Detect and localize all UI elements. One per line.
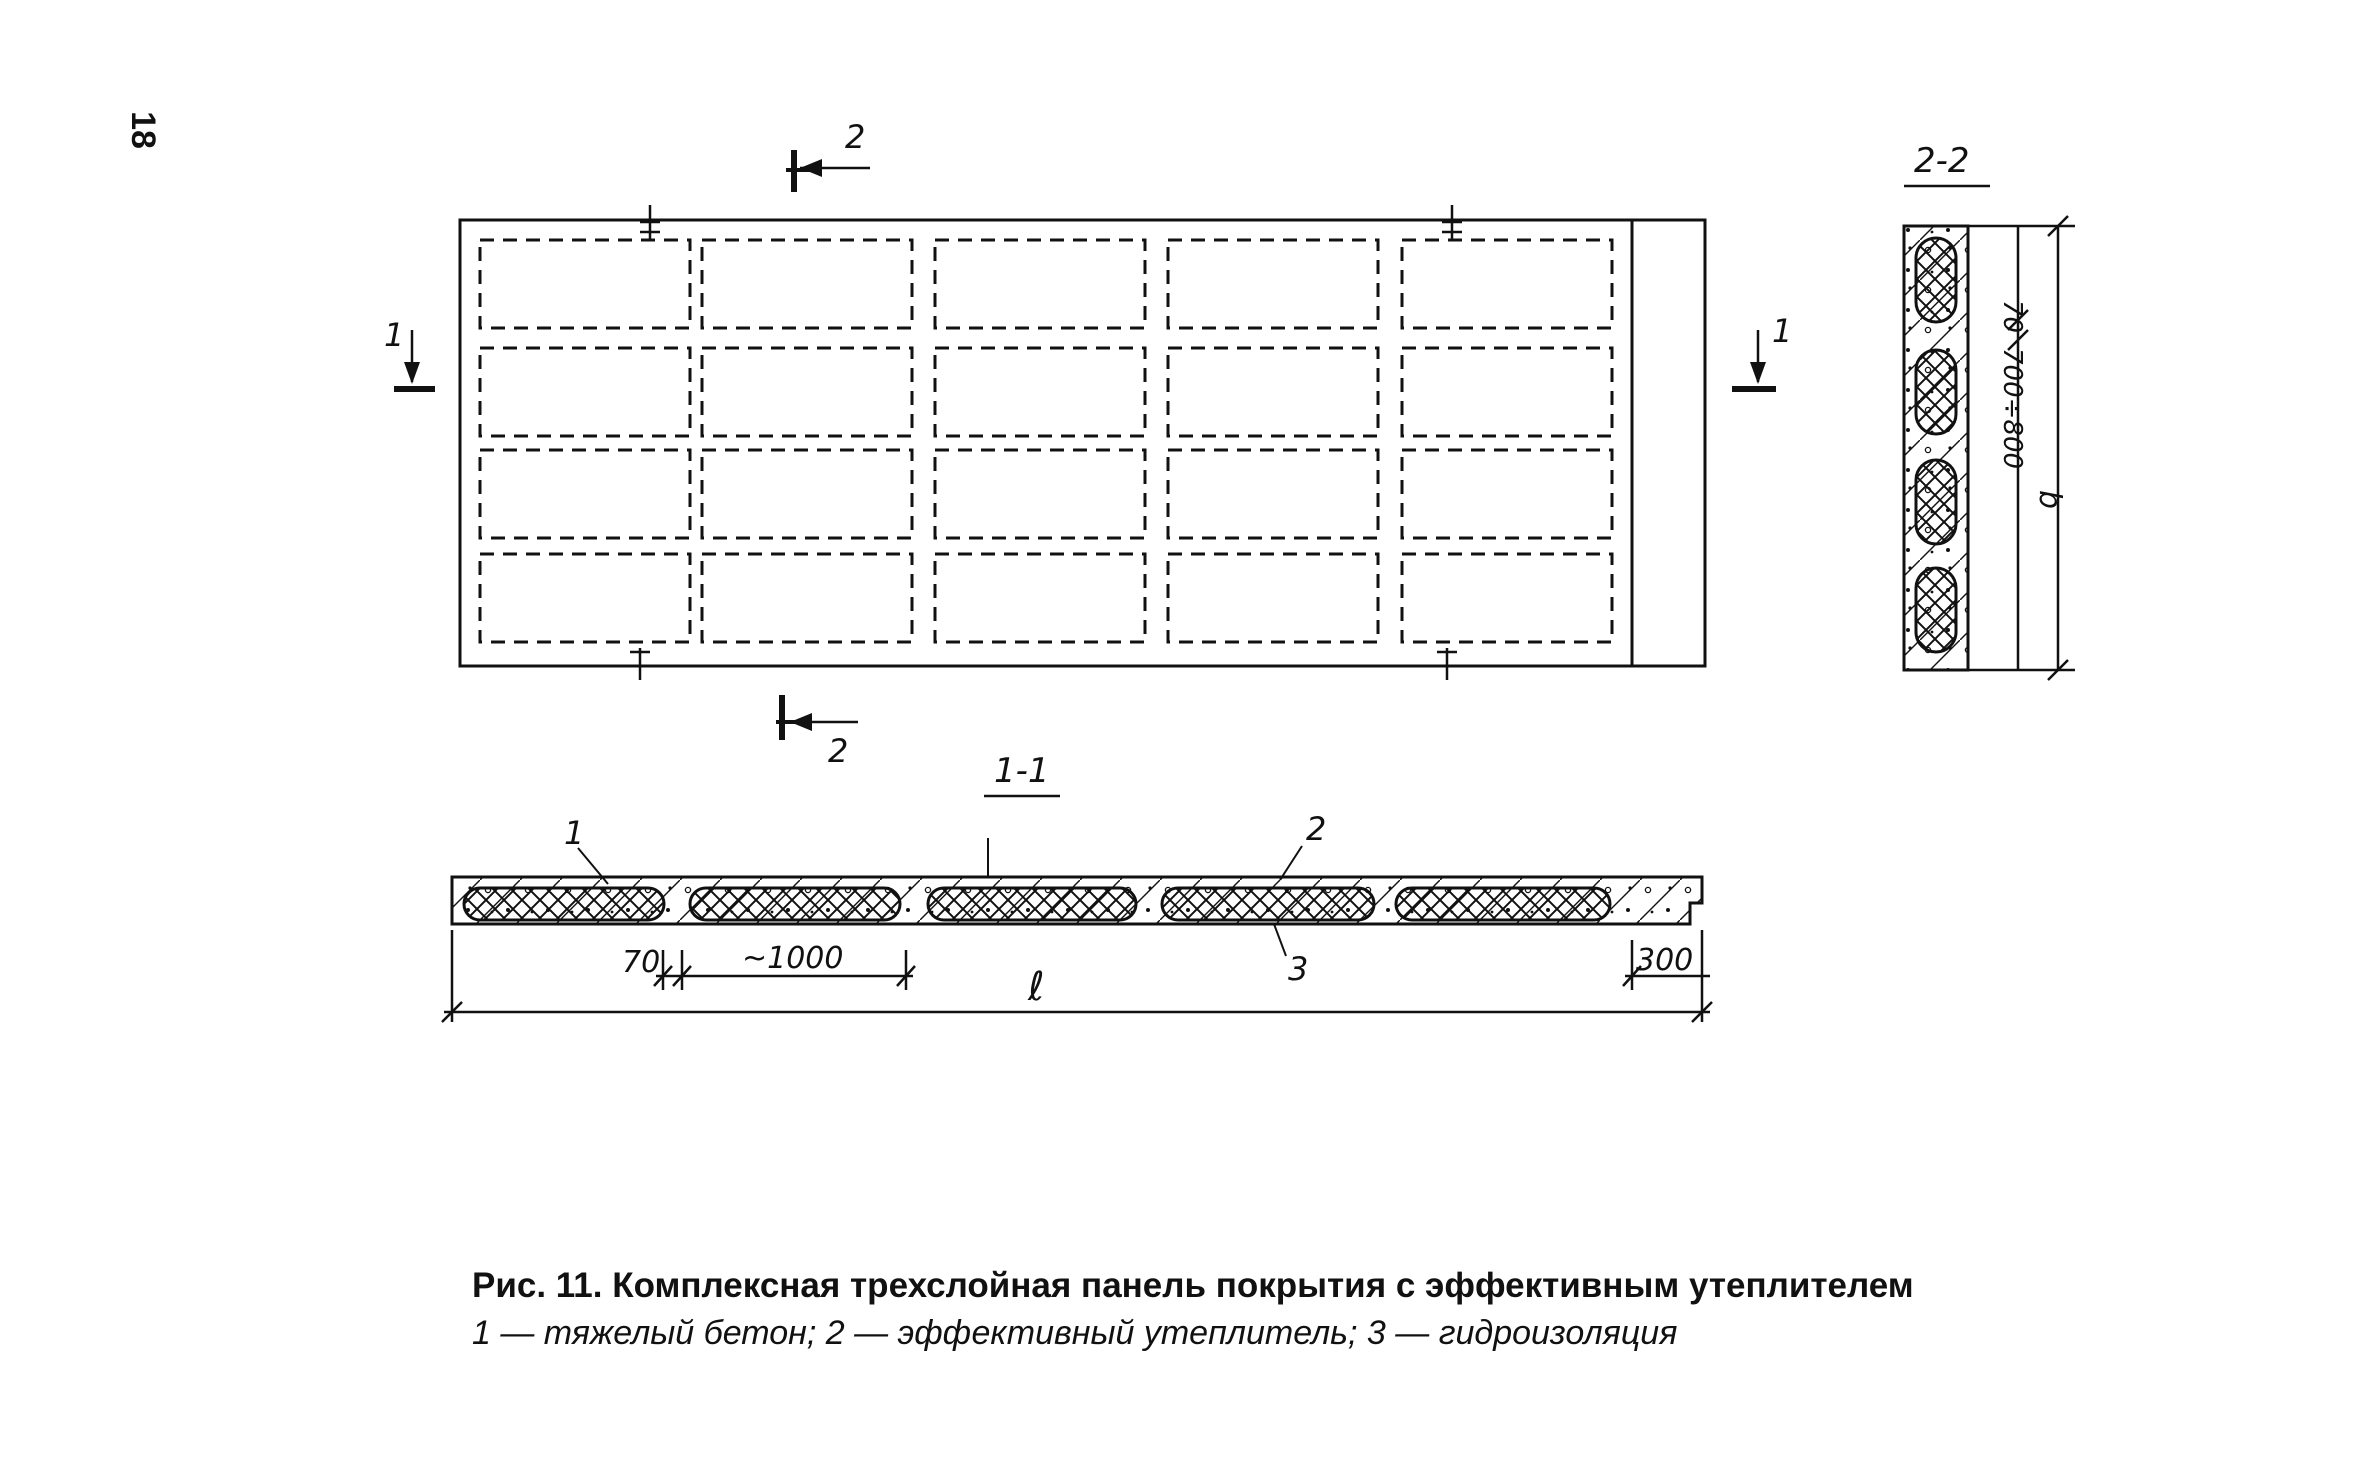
plan-cell	[1402, 240, 1612, 328]
section-2-2-insulation-pad	[1916, 238, 1956, 322]
caption-legend: 1 — тяжелый бетон; 2 — эффективный утеплитель; 3 — гидроизоляция	[472, 1314, 1678, 1352]
dim-end-300: 300	[1636, 943, 1694, 978]
plan-cell	[1168, 348, 1378, 436]
section-mark-1-right-label: 1	[1772, 312, 1793, 350]
section-2-2-dim-width: b	[2032, 490, 2067, 510]
callout-1: 1	[564, 814, 585, 852]
callout-2: 2	[1306, 810, 1327, 848]
section-1-1	[442, 751, 1712, 1022]
plan-cell	[1168, 554, 1378, 642]
plan-cell	[935, 240, 1145, 328]
plan-cell	[480, 554, 690, 642]
plan-cell	[702, 240, 912, 328]
section-2-2-insulation-pad	[1916, 350, 1956, 434]
section-2-2	[1904, 141, 2075, 680]
page-number: 18	[124, 111, 162, 149]
plan-cell	[702, 450, 912, 538]
plan-cell	[480, 240, 690, 328]
plan-cell	[1402, 450, 1612, 538]
plan-cell-grid	[480, 240, 1612, 642]
figure-caption	[472, 1262, 2272, 1356]
plan-cell	[1402, 348, 1612, 436]
section-mark-1-right	[1732, 312, 1792, 389]
plan-cell	[480, 348, 690, 436]
caption-title: Рис. 11. Комплексная трехслойная панель покрытия с эффективным утеплителем	[472, 1266, 1914, 1305]
section-mark-1-left	[384, 316, 435, 389]
section-mark-2-top-label: 2	[845, 118, 866, 156]
plan-cell	[935, 348, 1145, 436]
section-2-2-dim-rib: 700÷800	[1997, 348, 2027, 470]
section-mark-2-bottom	[776, 695, 858, 770]
plan-cell	[1402, 554, 1612, 642]
section-mark-2-bottom-label: 2	[828, 732, 849, 770]
section-mark-2-top	[786, 118, 870, 192]
section-1-1-title: 1-1	[994, 751, 1050, 791]
plan-cell	[1168, 240, 1378, 328]
section-1-1-insulation-pad	[1396, 888, 1610, 920]
plan-cell	[1168, 450, 1378, 538]
section-mark-1-left-label: 1	[384, 316, 405, 354]
section-2-2-insulation-pad	[1916, 460, 1956, 544]
plan-cell	[935, 554, 1145, 642]
plan-cell	[935, 450, 1145, 538]
plan-view	[384, 118, 1792, 770]
section-1-1-insulation-pad	[464, 888, 664, 920]
section-1-1-insulation-pad	[1162, 888, 1374, 920]
section-2-2-title: 2-2	[1914, 141, 1970, 181]
section-2-2-insulation-pad	[1916, 568, 1956, 652]
dim-length-l: ℓ	[1028, 964, 1045, 1010]
plan-edge-ticks	[630, 205, 1462, 680]
plan-cell	[702, 348, 912, 436]
plan-cell	[702, 554, 912, 642]
dim-edge-70: 70	[622, 945, 661, 980]
dim-cell-1000: ~1000	[742, 941, 844, 976]
plan-outline	[460, 220, 1705, 666]
callout-3: 3	[1288, 950, 1309, 988]
section-2-2-dim-top: 70	[1997, 300, 2027, 334]
section-1-1-insulation	[464, 888, 1610, 920]
section-1-1-insulation-pad	[928, 888, 1136, 920]
section-1-1-insulation-pad	[690, 888, 900, 920]
plan-cell	[480, 450, 690, 538]
